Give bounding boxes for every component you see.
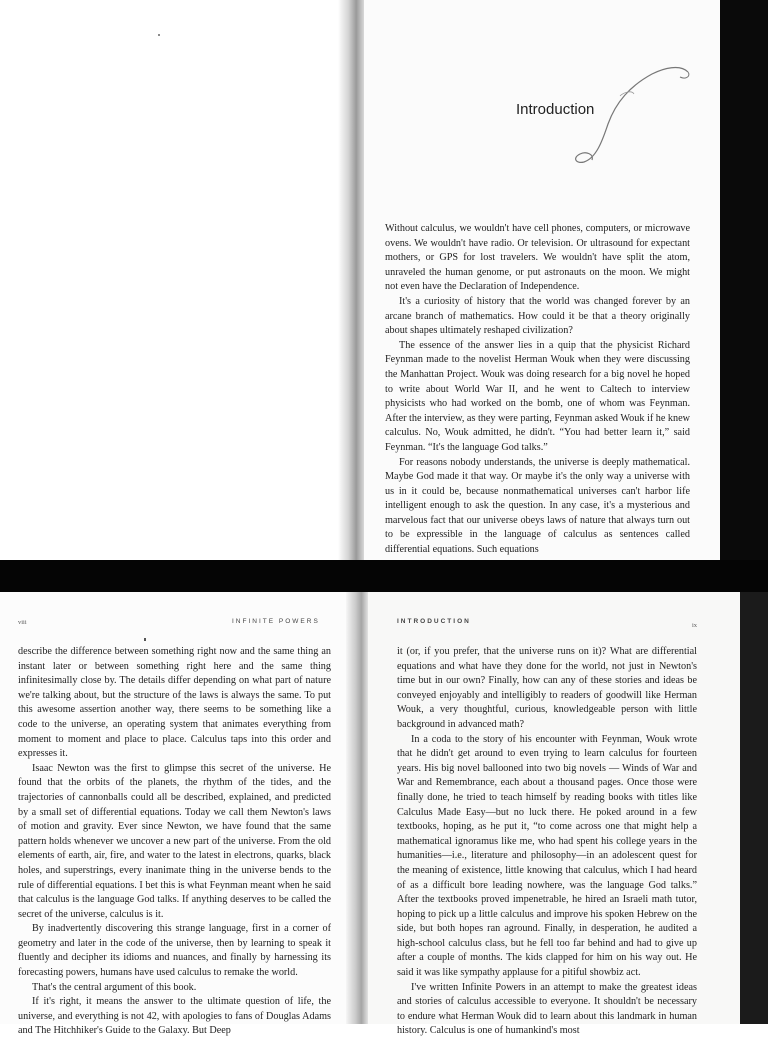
paragraph: In a coda to the story of his encounter with Feynman, Wouk wrote that he didn't get around to even trying to learn calculus for fourteen years. His big novel ballooned into two big novels — Winds of War and War and Remembrance, each about a thousand pages. Once those were finally done, he tried to teach himself by reading books with titles like Calculus Made Easy—but no luck there. He poked around in a few textbooks, hoping, as he put it, “to come across one that might help a mathematical ignoramus like me, who had spent his college years in the humanities—i.e., literature and philosophy—in an adolescent quest for the meaning of existence, little knowing that calculus, which I had heard of as a difficult bore leading nowhere, was the language God talks.” After the textbooks proved impenetrable, he hired an Israeli math tutor, hoping to pick up a little calculus and improve his spoken Hebrew on the side, but both hopes ran aground. Finally, in desperation, he audited a high-school calculus class, but he fell too far behind and had to give up after a couple of months. The kids clapped for him on his way out. He said it was like sympathy applause for a pitiful showbiz act.: [397, 733, 697, 979]
paragraph: For reasons nobody understands, the universe is deeply mathematical. Maybe God made it that way. Or maybe it's the only way a universe with us in it could be, because nonmathematical universes can't harbor life intelligent enough to ask the question. In any case, it's a mysterious and marvelous fact that our universe obeys laws of nature that always turn out to be expressible in the language of calculus as sentences called differential equations. Such equations: [385, 456, 690, 556]
scan-divider-band: [0, 560, 768, 592]
paragraph: Without calculus, we wouldn't have cell phones, computers, or microwave ovens. We wouldn't have radio. Or television. Or ultrasound for expectant mothers, or GPS for lost travelers. We wouldn't have split the atom, unraveled the human genome, or put astronauts on the moon. We might not even have the Declaration of Independence.: [385, 223, 690, 293]
running-head: INTRODUCTION: [397, 618, 471, 625]
page-number: ix: [692, 622, 698, 629]
top-left-blank-page: [0, 0, 346, 565]
top-spine-shadow: [338, 0, 364, 565]
bottom-right-scan-border: [740, 592, 768, 1024]
paragraph: Isaac Newton was the first to glimpse this secret of the universe. He found that the orbits of the planets, the rhythm of the tides, and the trajectories of cannonballs could all be described, explained, and predicted by a small set of differential equations. Today we call them Newton's laws of motion and gravity. Ever since Newton, we have found that the same pattern holds whenever we uncover a new part of the universe. From the old elements of earth, air, fire, and water to the latest in electrons, quarks, black holes, and superstrings, every inanimate thing in the universe bends to the rule of differential equations. I bet this is what Feynman meant when he said that calculus is the language God talks. If anything deserves to be called the secret of the universe, calculus is it.: [18, 762, 331, 920]
top-right-scan-border: [720, 0, 768, 560]
scan-speck: [144, 638, 146, 641]
paragraph: That's the central argument of this book.: [32, 981, 197, 993]
paragraph: By inadvertently discovering this strange language, first in a corner of geometry and later in the code of the universe, then by learning to speak it fluently and decipher its idioms and nuances, and finally by harnessing its forecasting powers, humans have used calculus to remake the world.: [18, 923, 331, 979]
page-number: viii: [18, 619, 27, 626]
left-page-body-text: [18, 645, 331, 1039]
paragraph: If it's right, it means the answer to the ultimate question of life, the universe, and everything is not 42, with apologies to fans of Douglas Adams and The Hitchhiker's Guide to the Galaxy. But Deep: [18, 996, 331, 1037]
integral-sign-ornament-icon: [560, 62, 695, 172]
bottom-spine-shadow: [346, 592, 368, 1024]
running-head: INFINITE POWERS: [232, 618, 320, 625]
paragraph: The essence of the answer lies in a quip that the physicist Richard Feynman made to the novelist Herman Wouk when they were discussing the Manhattan Project. Wouk was doing research for a big novel he hoped to write about World War II, and he went to Caltech to interview physicists who had worked on the bomb, one of whom was Feynman. After the interview, as they were parting, Feynman asked Wouk if he knew calculus. No, Wouk admitted, he didn't. “You had better learn it,” said Feynman. “It's the language God talks.”: [385, 339, 690, 453]
paragraph: describe the difference between something right now and the same thing an instant later or between something right here and the same thing infinitesimally close by. The details differ depending on what part of nature we're talking about, but the structure of the laws is always the same. To put this awesome assertion another way, there seems to be something like a code to the universe, an operating system that animates everything from moment to moment and place to place. Calculus taps into this order and expresses it.: [18, 646, 331, 760]
scan-speck: [158, 34, 160, 36]
paragraph: it (or, if you prefer, that the universe runs on it)? What are differential equations and what have they done for the world, not just in Newton's time but in our own? Finally, how can any of these stories and ideas be conveyed enjoyably and intelligibly to readers of goodwill like Herman Wouk, a very thoughtful, curious, knowledgeable person with little background in advanced math?: [397, 646, 697, 730]
right-page-body-text: [397, 645, 697, 1039]
intro-body-text: [385, 222, 690, 558]
paragraph: I've written Infinite Powers in an attempt to make the greatest ideas and stories of calculus accessible to everyone. It shouldn't be necessary to endure what Herman Wouk did to learn about this landmark in human history. Calculus is one of humankind's most: [397, 981, 697, 1037]
paragraph: It's a curiosity of history that the world was changed forever by an arcane branch of mathematics. How could it be that a theory originally about shapes ultimately reshaped civilization?: [385, 295, 690, 337]
chapter-title: Introduction: [516, 101, 595, 118]
